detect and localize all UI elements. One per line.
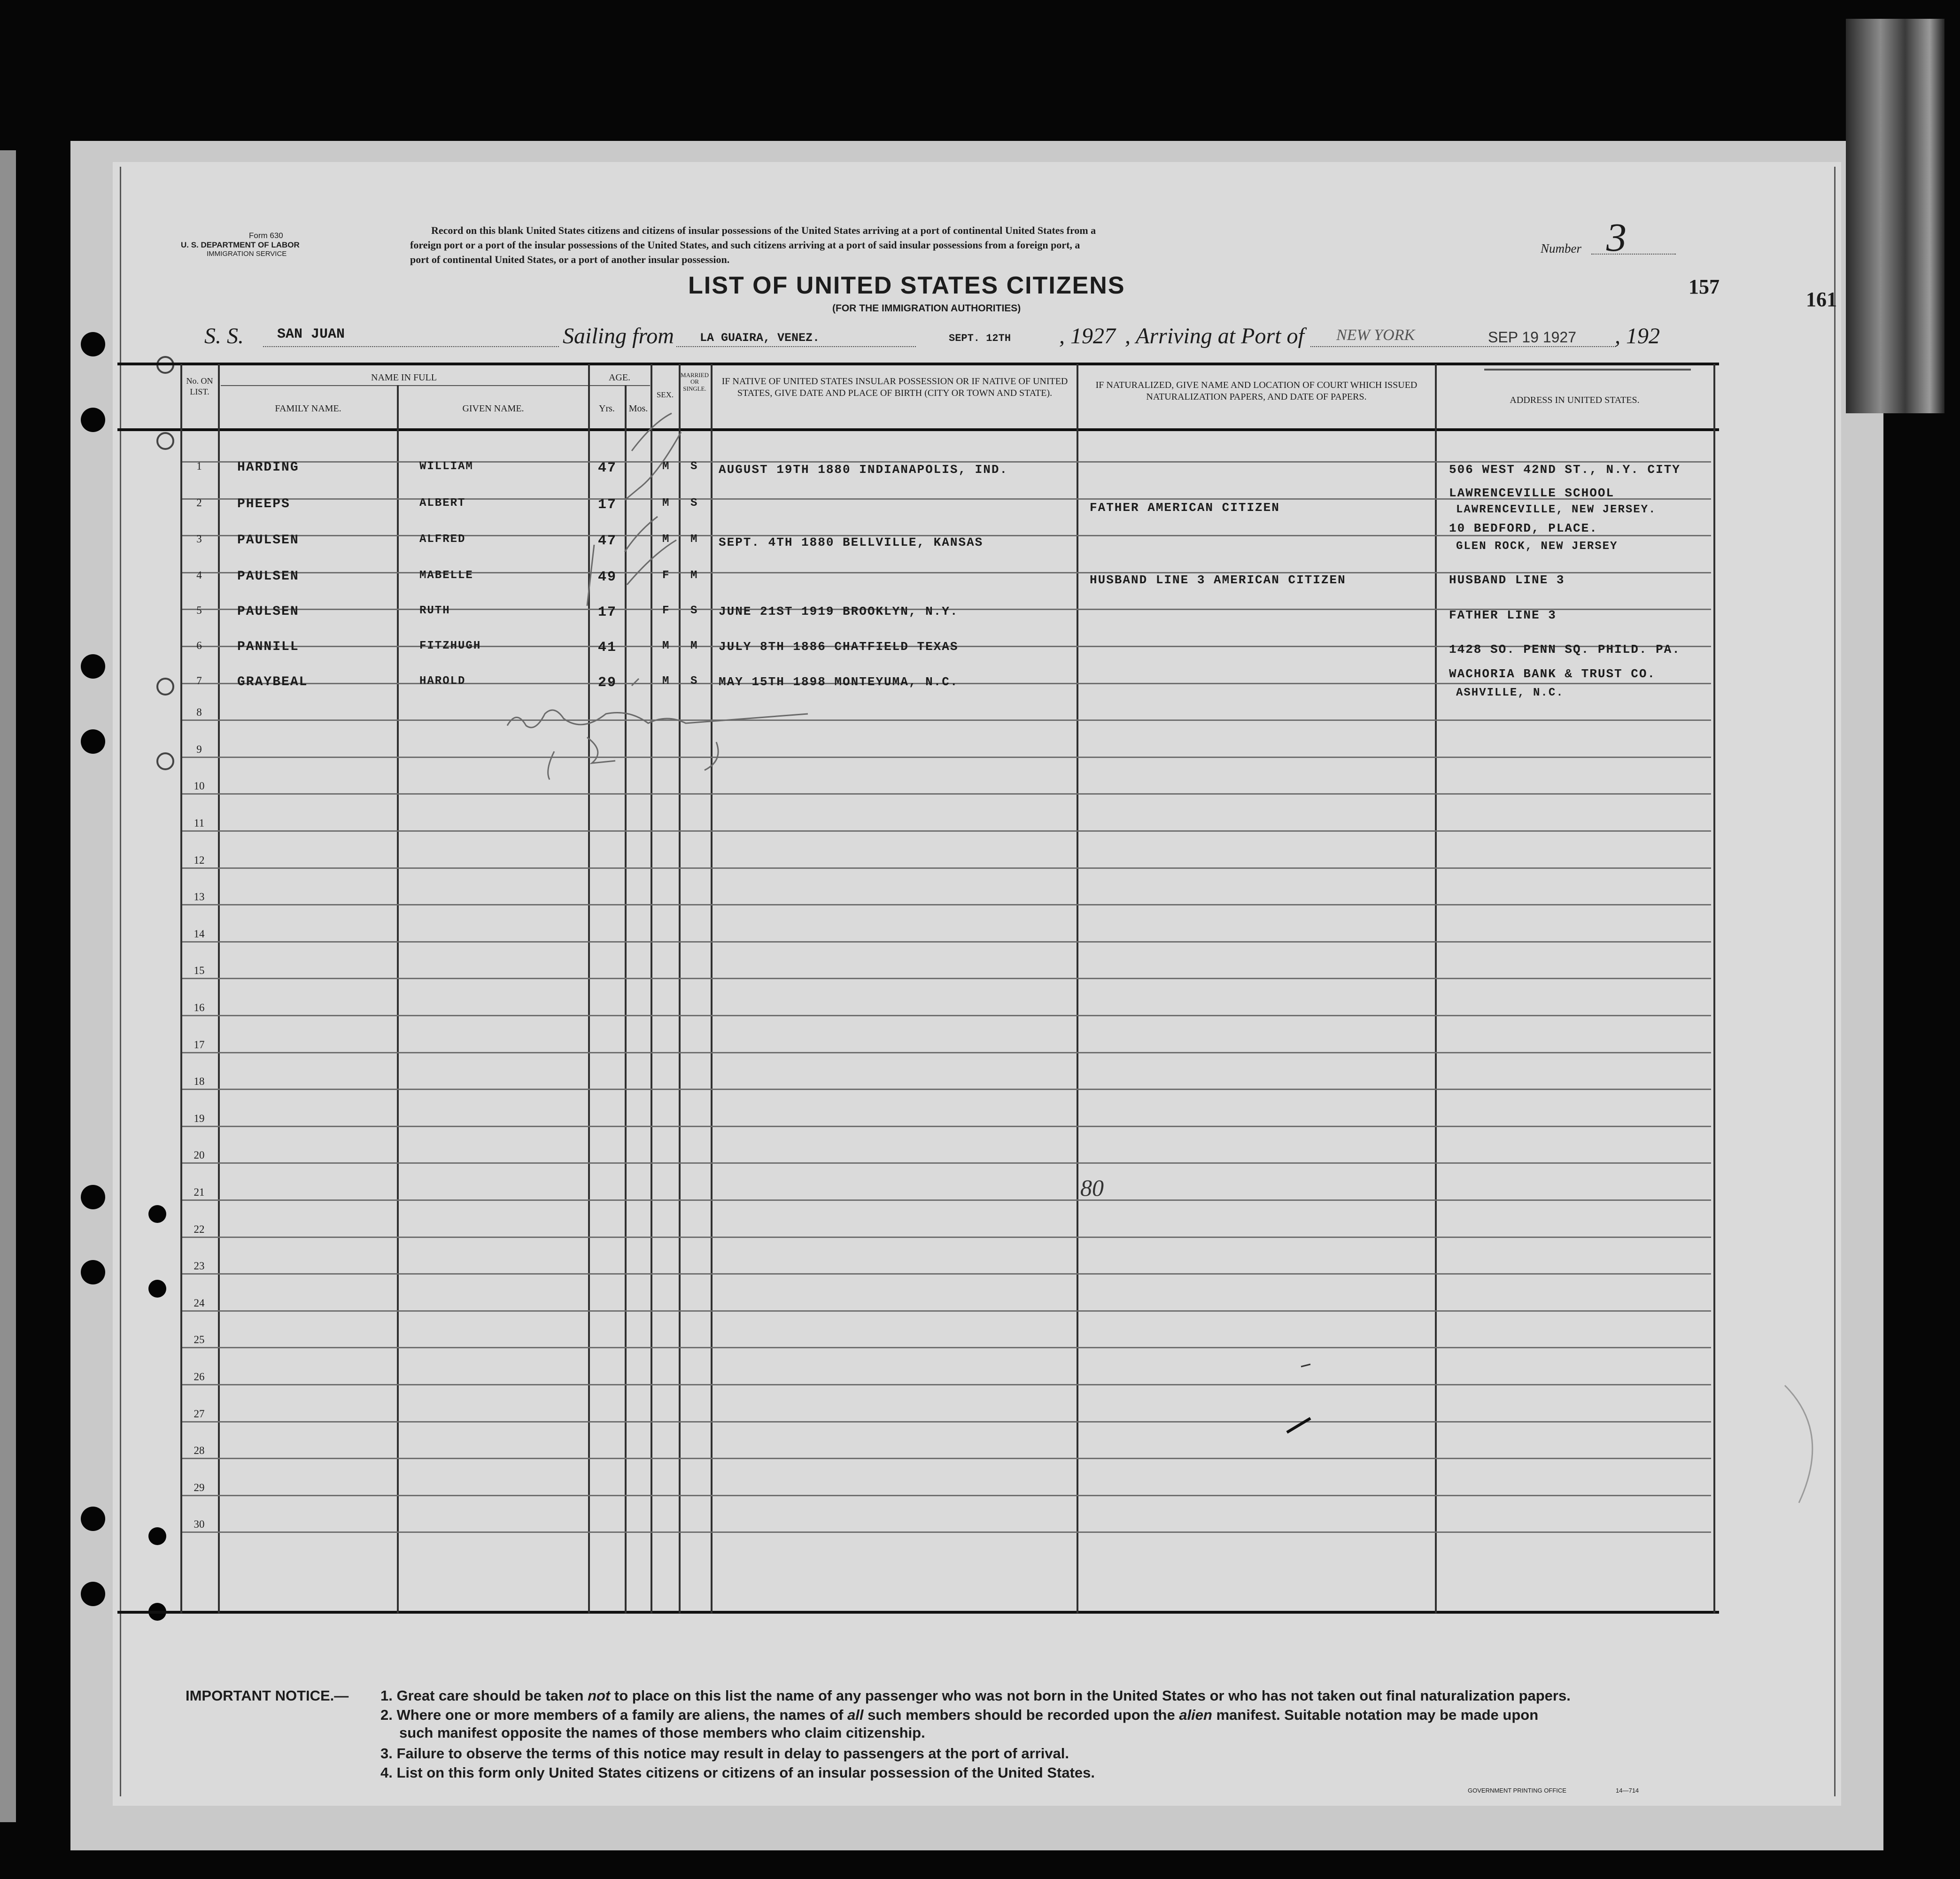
form-code: 14—714 bbox=[1616, 1787, 1639, 1794]
row-number: 22 bbox=[194, 1223, 205, 1235]
row-number: 25 bbox=[194, 1334, 205, 1345]
pen-mark bbox=[1301, 1364, 1310, 1367]
record-instruction-line-3: port of continental United States, or a port of another insular possession. bbox=[410, 254, 730, 265]
number-label: Number bbox=[1541, 241, 1581, 255]
row-number: 19 bbox=[194, 1113, 205, 1124]
sex: M bbox=[662, 497, 670, 510]
row-number: 15 bbox=[194, 965, 205, 976]
header-age: AGE. bbox=[608, 372, 631, 383]
birth-date-place: AUGUST 19TH 1880 INDIANAPOLIS, IND. bbox=[719, 463, 1008, 477]
header-no-on-list: No. ON LIST. bbox=[186, 376, 213, 396]
marital-status: S bbox=[690, 604, 698, 617]
given-name: MABELLE bbox=[419, 569, 473, 582]
row-number: 28 bbox=[194, 1445, 205, 1456]
service-name: IMMIGRATION SERVICE bbox=[207, 250, 287, 258]
rownum-filled: 6 bbox=[196, 640, 202, 651]
row-number: 14 bbox=[194, 928, 205, 940]
row-number: 10 bbox=[194, 780, 205, 792]
rownum-filled: 5 bbox=[196, 604, 202, 616]
age-years: 41 bbox=[598, 640, 617, 656]
row-number: 24 bbox=[194, 1297, 205, 1309]
age-years: 49 bbox=[598, 569, 617, 585]
row-number: 9 bbox=[196, 743, 202, 755]
header-family-name: FAMILY NAME. bbox=[275, 403, 341, 414]
sailing-label: Sailing from bbox=[563, 324, 674, 348]
sex: F bbox=[662, 604, 670, 617]
age-years: 29 bbox=[598, 675, 617, 691]
record-instruction-line-2: foreign port or a port of the insular possessions of the United States, and such citizens arriving at a port of said insular possessions from a foreign port, a bbox=[410, 239, 1080, 251]
notice-item-2: 2. Where one or more members of a family are aliens, the names of all such members should be recorded upon the alien manifest. Suitable notation may be made upon bbox=[380, 1707, 1539, 1723]
address-line-1: LAWRENCEVILLE SCHOOL bbox=[1449, 486, 1615, 500]
notice-item-1: 1. Great care should be taken not to place on this list the name of any passenger who was not born in the United States or who has not taken out final naturalization papers. bbox=[380, 1687, 1571, 1704]
family-name: PANNILL bbox=[237, 640, 299, 654]
sex: F bbox=[662, 569, 670, 582]
address-line-1: 1428 SO. PENN SQ. PHILD. PA. bbox=[1449, 642, 1681, 657]
address-line-2: LAWRENCEVILLE, NEW JERSEY. bbox=[1456, 503, 1657, 516]
row-number: 18 bbox=[194, 1075, 205, 1087]
given-name: ALBERT bbox=[419, 497, 466, 510]
family-name: PAULSEN bbox=[237, 604, 299, 619]
sex: M bbox=[662, 675, 670, 688]
check-mark bbox=[632, 413, 672, 451]
family-name: PAULSEN bbox=[237, 533, 299, 548]
birth-date-place: JULY 8TH 1886 CHATFIELD TEXAS bbox=[719, 640, 959, 654]
age-years: 47 bbox=[598, 460, 617, 476]
inspector-initials bbox=[587, 737, 615, 763]
pen-mark bbox=[1287, 1418, 1310, 1432]
row-number: 12 bbox=[194, 854, 205, 866]
notice-item-2-cont: such manifest opposite the names of those members who claim citizenship. bbox=[399, 1724, 925, 1741]
page-number-157: 157 bbox=[1689, 275, 1720, 298]
marital-status: M bbox=[690, 640, 698, 652]
sex: M bbox=[662, 460, 670, 473]
header-yrs: Yrs. bbox=[599, 403, 615, 414]
sailing-year: , 1927 bbox=[1059, 324, 1116, 348]
sailing-port: LA GUAIRA, VENEZ. bbox=[700, 331, 820, 345]
rownum-filled: 1 bbox=[196, 460, 202, 472]
address-line-1: 506 WEST 42ND ST., N.Y. CITY bbox=[1449, 463, 1681, 477]
header-mos: Mos. bbox=[628, 403, 648, 414]
age-years: 17 bbox=[598, 497, 617, 513]
row-number: 29 bbox=[194, 1482, 205, 1493]
arrival-date-stamp: SEP 19 1927 bbox=[1488, 329, 1577, 346]
arrival-port: NEW YORK bbox=[1336, 326, 1415, 344]
birth-date-place: SEPT. 4TH 1880 BELLVILLE, KANSAS bbox=[719, 535, 984, 549]
address-line-1: HUSBAND LINE 3 bbox=[1449, 573, 1565, 587]
page-number-161: 161 bbox=[1806, 288, 1837, 311]
marital-status: S bbox=[690, 460, 698, 473]
given-name: RUTH bbox=[419, 604, 450, 617]
record-instruction-line-1: Record on this blank United States citizens and citizens of insular possessions of the United States arriving at a port of continental United States from a bbox=[431, 224, 1096, 236]
notice-heading: IMPORTANT NOTICE.— bbox=[186, 1687, 349, 1704]
inspector-signature bbox=[507, 710, 808, 727]
notice-item-4: 4. List on this form only United States citizens or citizens of an insular possession of the United States. bbox=[380, 1764, 1095, 1781]
row-number: 21 bbox=[194, 1186, 205, 1198]
notice-item-3: 3. Failure to observe the terms of this notice may result in delay to passengers at the port of arrival. bbox=[380, 1745, 1069, 1762]
family-name: PAULSEN bbox=[237, 569, 299, 584]
paper-crease bbox=[1785, 1385, 1813, 1503]
row-number: 20 bbox=[194, 1149, 205, 1161]
ss-label: S. S. bbox=[204, 324, 244, 348]
row-number: 30 bbox=[194, 1518, 205, 1530]
row-number: 26 bbox=[194, 1371, 205, 1383]
header-married-single: MARRIED OR SINGLE. bbox=[681, 371, 709, 392]
header-given-name: GIVEN NAME. bbox=[462, 403, 524, 414]
inspector-signature-mark bbox=[548, 751, 554, 780]
family-name: PHEEPS bbox=[237, 497, 290, 511]
margin-number: 80 bbox=[1080, 1175, 1104, 1201]
age-years: 17 bbox=[598, 604, 617, 620]
family-name: HARDING bbox=[237, 460, 299, 475]
document-title: LIST OF UNITED STATES CITIZENS bbox=[688, 272, 1125, 299]
document-subtitle: (FOR THE IMMIGRATION AUTHORITIES) bbox=[832, 303, 1021, 314]
row-number: 13 bbox=[194, 891, 205, 903]
marital-status: M bbox=[690, 533, 698, 546]
ship-name: SAN JUAN bbox=[277, 326, 345, 342]
age-years: 47 bbox=[598, 533, 617, 549]
header-name-in-full: NAME IN FULL bbox=[371, 372, 437, 383]
marital-status: M bbox=[690, 569, 698, 582]
check-mark bbox=[625, 517, 658, 552]
naturalization: FATHER AMERICAN CITIZEN bbox=[1090, 501, 1280, 515]
row-number: 8 bbox=[196, 706, 202, 718]
header-address: ADDRESS IN UNITED STATES. bbox=[1510, 395, 1640, 405]
sex: M bbox=[662, 640, 670, 652]
birth-date-place: JUNE 21ST 1919 BROOKLYN, N.Y. bbox=[719, 604, 959, 619]
address-line-2: ASHVILLE, N.C. bbox=[1456, 687, 1564, 699]
check-mark bbox=[627, 540, 676, 585]
check-mark bbox=[632, 679, 639, 686]
rownum-filled: 3 bbox=[196, 533, 202, 545]
inspector-initials bbox=[705, 742, 718, 770]
form-number: Form 630 bbox=[249, 231, 283, 240]
address-line-1: FATHER LINE 3 bbox=[1449, 608, 1557, 622]
given-name: FITZHUGH bbox=[419, 640, 481, 652]
birth-date-place: MAY 15TH 1898 MONTEYUMA, N.C. bbox=[719, 675, 959, 689]
number-value: 3 bbox=[1606, 215, 1627, 260]
row-number: 11 bbox=[194, 817, 205, 829]
rownum-filled: 4 bbox=[196, 569, 202, 581]
row-number: 27 bbox=[194, 1408, 205, 1420]
sailing-date: SEPT. 12TH bbox=[949, 332, 1011, 344]
given-name: HAROLD bbox=[419, 675, 466, 688]
check-mark bbox=[587, 545, 594, 606]
family-name: GRAYBEAL bbox=[237, 675, 308, 689]
rownum-filled: 7 bbox=[196, 675, 202, 687]
header-naturalized: IF NATURALIZED, GIVE NAME AND LOCATION OF COURT WHICH ISSUED NATURALIZATION PAPERS, AND DATE OF PAPERS. bbox=[1095, 380, 1418, 402]
department-name: U. S. DEPARTMENT OF LABOR bbox=[181, 240, 300, 249]
address-line-2: GLEN ROCK, NEW JERSEY bbox=[1456, 540, 1618, 553]
check-mark bbox=[625, 432, 681, 500]
header-birth: IF NATIVE OF UNITED STATES INSULAR POSSESSION OR IF NATIVE OF UNITED STATES, GIVE DATE AND PLACE OF BIRTH (CITY OR TOWN AND STATE). bbox=[721, 376, 1068, 398]
naturalization: HUSBAND LINE 3 AMERICAN CITIZEN bbox=[1090, 573, 1346, 587]
arriving-label: , Arriving at Port of bbox=[1125, 324, 1304, 348]
arrival-year: , 192 bbox=[1615, 324, 1660, 348]
given-name: WILLIAM bbox=[419, 460, 473, 473]
given-name: ALFRED bbox=[419, 533, 466, 546]
address-line-1: WACHORIA BANK & TRUST CO. bbox=[1449, 667, 1656, 681]
row-number: 23 bbox=[194, 1260, 205, 1272]
header-sex: SEX. bbox=[656, 390, 674, 399]
sex: M bbox=[662, 533, 670, 546]
marital-status: S bbox=[690, 675, 698, 688]
marital-status: S bbox=[690, 497, 698, 510]
address-line-1: 10 BEDFORD, PLACE. bbox=[1449, 521, 1598, 535]
rownum-filled: 2 bbox=[196, 497, 202, 509]
printer-credit: GOVERNMENT PRINTING OFFICE bbox=[1468, 1787, 1566, 1794]
row-number: 16 bbox=[194, 1002, 205, 1013]
row-number: 17 bbox=[194, 1039, 205, 1051]
